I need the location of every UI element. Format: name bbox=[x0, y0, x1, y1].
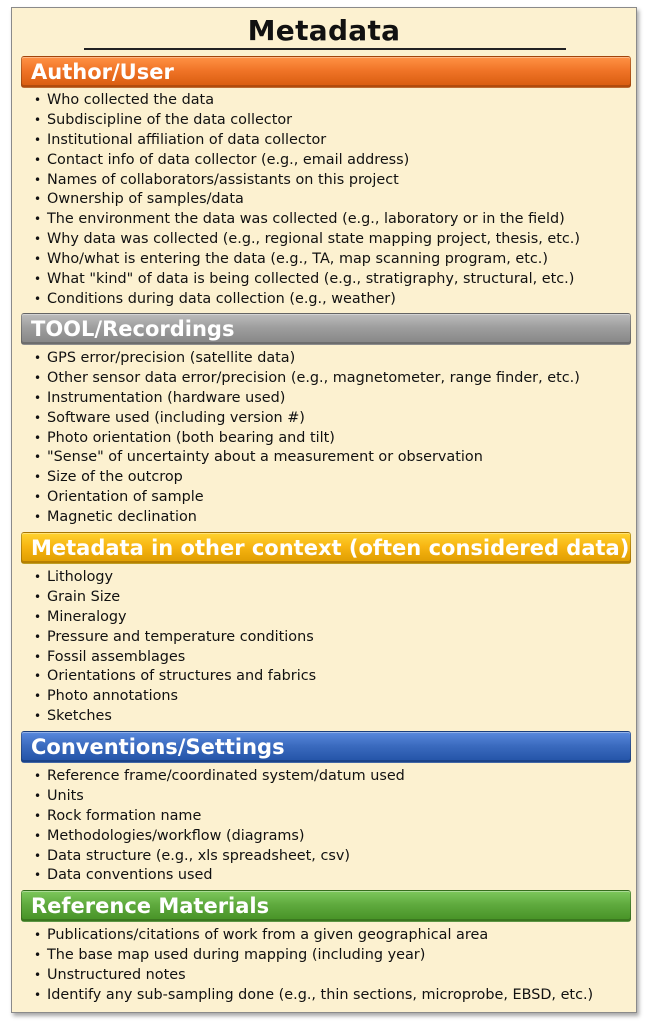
list-item bbox=[32, 767, 405, 787]
list-item-text: Photo orientation (both bearing and tilt) bbox=[47, 429, 335, 446]
bullet-icon: • bbox=[34, 510, 42, 525]
list-item-text: Reference frame/coordinated system/datum used bbox=[47, 768, 405, 784]
section-list-conventions-settings bbox=[32, 767, 405, 886]
list-item bbox=[32, 290, 580, 310]
list-item-text: Conditions during data collection (e.g., weather) bbox=[47, 290, 396, 307]
list-item-text: Publications/citations of work from a given geographical area bbox=[47, 927, 489, 943]
list-item bbox=[32, 111, 580, 131]
bullet-icon: • bbox=[34, 769, 42, 783]
list-item-text: Subdiscipline of the data collector bbox=[47, 111, 293, 128]
list-item-text: Lithology bbox=[47, 569, 114, 585]
list-item bbox=[32, 847, 405, 867]
list-item bbox=[32, 131, 580, 151]
bullet-icon: • bbox=[34, 689, 42, 704]
bullet-icon: • bbox=[34, 291, 42, 306]
section-list-metadata-in-other-context-often-considered-data bbox=[32, 568, 316, 727]
bullet-icon: • bbox=[34, 172, 42, 187]
bullet-icon: • bbox=[34, 152, 42, 167]
bullet-icon: • bbox=[34, 212, 42, 227]
bullet-icon: • bbox=[34, 370, 42, 385]
bullet-icon: • bbox=[34, 252, 42, 267]
list-item bbox=[32, 151, 580, 171]
list-item-text: Who/what is entering the data (e.g., TA, map scanning program, etc.) bbox=[47, 251, 548, 268]
bullet-icon: • bbox=[34, 868, 42, 883]
list-item-text: Software used (including version #) bbox=[47, 409, 305, 426]
bullet-icon: • bbox=[34, 967, 42, 982]
list-item bbox=[32, 986, 593, 1006]
bullet-icon: • bbox=[34, 450, 42, 465]
bullet-icon: • bbox=[34, 410, 42, 425]
bullet-icon: • bbox=[34, 848, 42, 863]
bullet-icon: • bbox=[34, 232, 42, 247]
bullet-icon: • bbox=[34, 470, 42, 485]
bullet-icon: • bbox=[34, 947, 42, 962]
bullet-icon: • bbox=[34, 490, 42, 505]
section-header-reference-materials: Reference Materials bbox=[21, 890, 631, 922]
list-item bbox=[32, 508, 580, 528]
list-item-text: Who collected the data bbox=[47, 92, 215, 108]
list-item-text: Magnetic declination bbox=[47, 509, 197, 526]
section-list-tool-recordings bbox=[32, 349, 580, 528]
bullet-icon: • bbox=[34, 570, 42, 584]
list-item-text: GPS error/precision (satellite data) bbox=[47, 350, 296, 366]
section-header-author-user: Author/User bbox=[21, 56, 631, 88]
list-item bbox=[32, 349, 580, 369]
list-item bbox=[32, 91, 580, 111]
section-header-conventions-settings: Conventions/Settings bbox=[21, 731, 631, 763]
bullet-icon: • bbox=[34, 828, 42, 843]
list-item bbox=[32, 787, 405, 807]
list-item-text: Unstructured notes bbox=[47, 966, 186, 983]
list-item bbox=[32, 230, 580, 250]
list-item bbox=[32, 667, 316, 687]
page-title: Metadata bbox=[247, 14, 401, 47]
bullet-icon: • bbox=[34, 192, 42, 207]
list-item bbox=[32, 448, 580, 468]
list-item-text: Grain Size bbox=[47, 588, 121, 605]
list-item-text: "Sense" of uncertainty about a measurement or observation bbox=[47, 449, 483, 466]
list-item-text: Units bbox=[47, 787, 84, 804]
list-item bbox=[32, 608, 316, 628]
list-item-text: Ownership of samples/data bbox=[47, 191, 244, 208]
list-item bbox=[32, 648, 316, 668]
list-item bbox=[32, 866, 405, 886]
bullet-icon: • bbox=[34, 649, 42, 664]
list-item bbox=[32, 807, 405, 827]
bullet-icon: • bbox=[34, 112, 42, 127]
list-item-text: Sketches bbox=[47, 708, 112, 725]
bullet-icon: • bbox=[34, 788, 42, 803]
bullet-icon: • bbox=[34, 351, 42, 365]
bullet-icon: • bbox=[34, 709, 42, 724]
list-item bbox=[32, 409, 580, 429]
list-item-text: Rock formation name bbox=[47, 807, 202, 824]
list-item bbox=[32, 369, 580, 389]
list-item bbox=[32, 707, 316, 727]
list-item-text: Identify any sub-sampling done (e.g., thin sections, microprobe, EBSD, etc.) bbox=[47, 986, 594, 1003]
list-item-text: Orientations of structures and fabrics bbox=[47, 668, 317, 685]
list-item-text: Fossil assemblages bbox=[47, 648, 186, 665]
list-item-text: Contact info of data collector (e.g., email address) bbox=[47, 151, 410, 168]
list-item bbox=[32, 389, 580, 409]
list-item-text: Orientation of sample bbox=[47, 489, 204, 506]
bullet-icon: • bbox=[34, 272, 42, 287]
bullet-icon: • bbox=[34, 928, 42, 942]
bullet-icon: • bbox=[34, 808, 42, 823]
bullet-icon: • bbox=[34, 93, 42, 107]
list-item-text: Instrumentation (hardware used) bbox=[47, 389, 286, 406]
list-item bbox=[32, 270, 580, 290]
list-item bbox=[32, 190, 580, 210]
list-item bbox=[32, 827, 405, 847]
title-underline bbox=[84, 48, 566, 50]
list-item-text: Data structure (e.g., xls spreadsheet, csv) bbox=[47, 847, 350, 864]
list-item bbox=[32, 429, 580, 449]
list-item-text: Size of the outcrop bbox=[47, 469, 183, 486]
list-item-text: Institutional affiliation of data collector bbox=[47, 131, 327, 148]
bullet-icon: • bbox=[34, 430, 42, 445]
list-item bbox=[32, 687, 316, 707]
section-list-reference-materials bbox=[32, 926, 593, 1006]
metadata-panel bbox=[11, 7, 637, 1013]
list-item bbox=[32, 926, 593, 946]
bullet-icon: • bbox=[34, 669, 42, 684]
list-item-text: Other sensor data error/precision (e.g., magnetometer, range finder, etc.) bbox=[47, 369, 580, 386]
list-item bbox=[32, 210, 580, 230]
list-item-text: Mineralogy bbox=[47, 608, 127, 625]
list-item-text: Data conventions used bbox=[47, 867, 213, 884]
bullet-icon: • bbox=[34, 132, 42, 147]
section-header-metadata-in-other-context-often-considered-data: Metadata in other context (often considered data) bbox=[21, 532, 631, 564]
bullet-icon: • bbox=[34, 390, 42, 405]
list-item-text: Names of collaborators/assistants on this project bbox=[47, 171, 399, 188]
list-item-text: Pressure and temperature conditions bbox=[47, 628, 314, 645]
section-list-author-user bbox=[32, 91, 580, 310]
list-item bbox=[32, 568, 316, 588]
list-item-text: What "kind" of data is being collected (e.g., stratigraphy, structural, etc.) bbox=[47, 271, 575, 288]
bullet-icon: • bbox=[34, 987, 42, 1002]
list-item bbox=[32, 628, 316, 648]
bullet-icon: • bbox=[34, 589, 42, 604]
list-item-text: The base map used during mapping (including year) bbox=[47, 946, 426, 963]
list-item bbox=[32, 946, 593, 966]
list-item bbox=[32, 171, 580, 191]
bullet-icon: • bbox=[34, 629, 42, 644]
list-item-text: The environment the data was collected (e.g., laboratory or in the field) bbox=[47, 211, 565, 228]
section-header-tool-recordings: TOOL/Recordings bbox=[21, 313, 631, 345]
list-item bbox=[32, 966, 593, 986]
list-item-text: Why data was collected (e.g., regional state mapping project, thesis, etc.) bbox=[47, 231, 580, 248]
list-item bbox=[32, 488, 580, 508]
list-item-text: Methodologies/workflow (diagrams) bbox=[47, 827, 305, 844]
bullet-icon: • bbox=[34, 609, 42, 624]
list-item bbox=[32, 250, 580, 270]
list-item bbox=[32, 588, 316, 608]
list-item-text: Photo annotations bbox=[47, 688, 179, 705]
list-item bbox=[32, 468, 580, 488]
